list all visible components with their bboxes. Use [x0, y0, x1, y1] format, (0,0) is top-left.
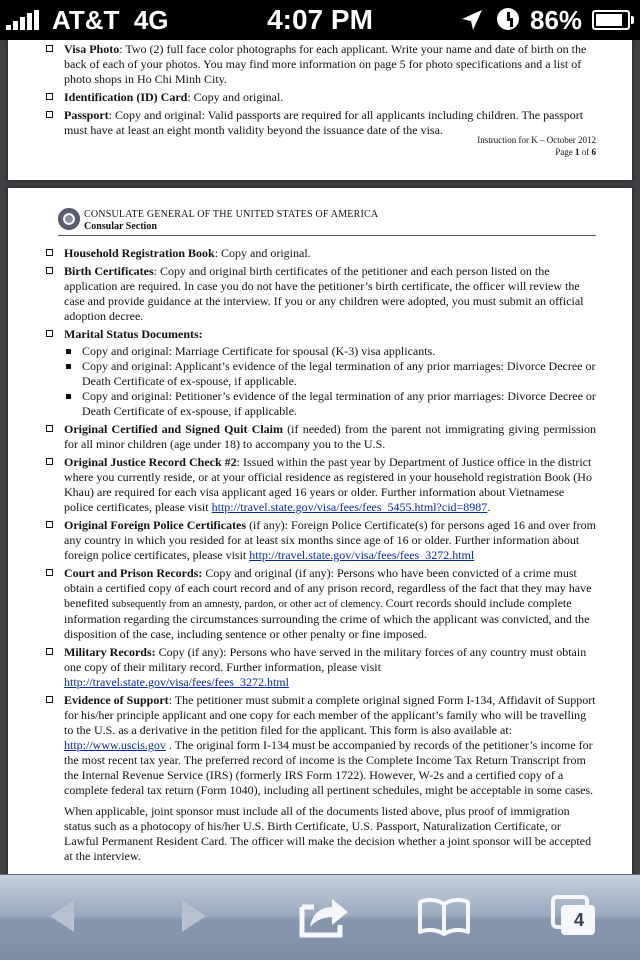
- list-item: [8, 566, 632, 642]
- item-label: Passport: [64, 108, 109, 122]
- list-item: [8, 518, 632, 563]
- checkbox-bullet-icon: [46, 111, 53, 118]
- item-text-end: .: [487, 500, 491, 514]
- checkbox-bullet-icon: [46, 93, 53, 100]
- item-text: (if any): Foreign Police Certificate(s) for persons aged 16 and over from any country in which you resided for at least six months since age of 16 or older. Further information about foreign police certificates, please visit: [64, 518, 596, 562]
- item-label: Household Registration Book: [64, 246, 215, 260]
- requirements-list: [8, 40, 632, 138]
- network-type: 4G: [133, 5, 169, 35]
- checkbox-bullet-icon: [46, 267, 53, 274]
- section-name: Consular Section: [84, 221, 157, 232]
- checkbox-bullet-icon: [46, 330, 53, 337]
- battery-percent: 86%: [530, 5, 583, 35]
- back-arrow-icon: [44, 896, 84, 936]
- sub-list: [64, 344, 596, 419]
- item-label: Birth Certificates: [64, 264, 154, 278]
- checkbox-bullet-icon: [46, 249, 53, 256]
- item-label: Identification (ID) Card: [64, 90, 188, 104]
- item-text: : The petitioner must submit a complete original signed Form I-134, Affidavit of Support for his/her principle applicant and one copy for each member of the applicant’s family who will be travelling to the U.S. as a derivative in the petition filed for the applicant. This form is also available at:: [64, 693, 596, 737]
- item-text: : Copy and original birth certificates of the petitioner and each person listed on the application are required. In case you do not have the petitioner’s birth certificate, the officer will review the case and provide guidance at the interview. If you or any children were adopted, you must submit an official adoption decree.: [64, 264, 584, 323]
- page-current: 1: [575, 147, 580, 157]
- list-item: [8, 42, 632, 87]
- checkbox-bullet-icon: [46, 521, 53, 528]
- document-page-1: [8, 40, 632, 180]
- checkbox-bullet-icon: [46, 45, 53, 52]
- list-item: [8, 645, 632, 690]
- list-item: [8, 90, 632, 105]
- tabs-count: 4: [573, 910, 584, 930]
- item-label: Original Justice Record Check #2: [64, 455, 237, 469]
- browser-toolbar: [0, 874, 640, 960]
- sub-list-item: Copy and original: Applicant’s evidence of the legal termination of any prior marriages: Divorce Decree or Death Certificate of ex-spouse, if applicable.: [64, 359, 596, 389]
- forward-button[interactable]: [162, 891, 222, 941]
- list-item: [8, 422, 632, 452]
- checkbox-bullet-icon: [46, 458, 53, 465]
- checkbox-bullet-icon: [46, 425, 53, 432]
- item-label: Military Records:: [64, 645, 156, 659]
- item-text-small: subsequently from an amnesty, pardon, or other act of clemency.: [111, 599, 383, 610]
- police-certificates-link[interactable]: http://travel.state.gov/visa/fees/fees_3272.html: [249, 548, 475, 562]
- sub-list-item: Copy and original: Marriage Certificate for spousal (K-3) visa applicants.: [64, 344, 596, 359]
- page-number: [477, 146, 596, 158]
- item-text: : Copy and original: Valid passports are required for all applicants including children. The passport must have at least an eight month validity beyond the issuance date of the visa.: [64, 108, 584, 137]
- consulate-seal-icon: [58, 208, 80, 230]
- checkbox-bullet-icon: [46, 648, 53, 655]
- uscis-link[interactable]: http://www.uscis.gov: [64, 738, 166, 752]
- item-text: Copy and original (if any): Persons who have been convicted of a crime must obtain a certified copy of each court record and of any prison record, regardless of the fact that they may have benefited: [64, 566, 592, 610]
- list-item: [8, 246, 632, 261]
- instruction-version: Instruction for K – October 2012: [477, 135, 596, 145]
- bookmarks-button[interactable]: [414, 891, 474, 941]
- battery-fill: [596, 14, 622, 26]
- checkbox-bullet-icon: [46, 569, 53, 576]
- joint-sponsor-paragraph: When applicable, joint sponsor must include all of the documents listed above, plus proof of immigration status such as a photocopy of his/her U.S. Birth Certificate, U.S. Passport, Naturalization Certificate, or Lawful Permanent Resident Card. The officer will make the decision whether a joint sponsor will be accepted at the interview.: [64, 804, 592, 863]
- status-bar: [0, 0, 640, 40]
- page-of: of: [579, 147, 592, 157]
- back-button[interactable]: [34, 891, 94, 941]
- item-text: : Issued within the past year by Department of Justice office in the district where you currently reside, or at your official residence as registered in your household registration Book (Ho Khau) are required for each visa applicant aged 16 years or older. Further information about Vietnamese police certificates, please visit: [64, 455, 592, 514]
- page-footer: [477, 134, 596, 158]
- item-text-end: Court records should include complete information regarding the circumstances surrounding the crime of which the applicant was convicted, and the disposition of the case, including sentence or other penalty or fine imposed.: [64, 596, 590, 641]
- battery-icon: [592, 10, 630, 30]
- item-label: Original Certified and Signed Quit Claim: [64, 422, 283, 436]
- item-label: Court and Prison Records:: [64, 566, 203, 580]
- list-item: [8, 693, 632, 798]
- sub-list-item: Copy and original: Petitioner’s evidence of the legal termination of any prior marriages: Divorce Decree or Death Certificate of ex-spouse, if applicable.: [64, 389, 596, 419]
- share-button[interactable]: [294, 891, 354, 941]
- carrier-name: AT&T: [52, 5, 120, 35]
- document-page-2: [8, 188, 632, 878]
- item-label: Marital Status Documents:: [64, 327, 203, 341]
- alarm-clock-icon: [497, 8, 519, 30]
- list-item: [8, 327, 632, 419]
- status-time: 4:07 PM: [267, 4, 373, 35]
- organization-name: CONSULATE GENERAL OF THE UNITED STATES OF AMERICA: [84, 209, 379, 220]
- tabs-button[interactable]: [544, 891, 604, 941]
- location-arrow-icon: [460, 8, 484, 32]
- item-text: : Two (2) full face color photographs for each applicant. Write your name and date of birth on the back of each of your photos. You may find more information on page 5 for photo specifications and a list of photo shops in Ho Chi Minh City.: [64, 42, 587, 86]
- checkbox-bullet-icon: [46, 696, 53, 703]
- list-item: [8, 264, 632, 324]
- page-header: [58, 208, 596, 236]
- justice-record-link[interactable]: http://travel.state.gov/visa/fees/fees_5455.html?cid=8987: [211, 500, 488, 514]
- item-text: : Copy and original.: [187, 90, 284, 104]
- bookmarks-icon: [416, 896, 472, 936]
- item-text: Copy (if any): Persons who have served in the military forces of any country must obtain one copy of their military record. Further information, please visit: [64, 645, 587, 674]
- list-item: [8, 455, 632, 515]
- page-prefix: Page: [555, 147, 575, 157]
- item-text: (if needed) from the parent not immigrating giving permission for all minor children (age under 18) to accompany you to the U.S.: [64, 422, 596, 451]
- item-label: Original Foreign Police Certificates: [64, 518, 247, 532]
- share-icon: [296, 893, 352, 939]
- item-text: : Copy and original.: [214, 246, 311, 260]
- forward-arrow-icon: [172, 896, 212, 936]
- page-total: 6: [591, 147, 596, 157]
- item-label: Visa Photo: [64, 42, 120, 56]
- requirements-list: [8, 236, 632, 798]
- military-records-link[interactable]: http://travel.state.gov/visa/fees/fees_3272.html: [64, 675, 289, 689]
- item-text-end: . The original form I-134 must be accompanied by records of the petitioner’s income for the most recent tax year. The preferred record of income is the Complete Income Tax Return Transcript from the Internal Revenue Service (IRS) (formerly IRS Form 1722). However, W-2s and a certified copy of a complete federal tax return (Form 1040), including all pertinent schedules, might be acceptable in some cases.: [64, 738, 594, 797]
- item-label: Evidence of Support: [64, 693, 169, 707]
